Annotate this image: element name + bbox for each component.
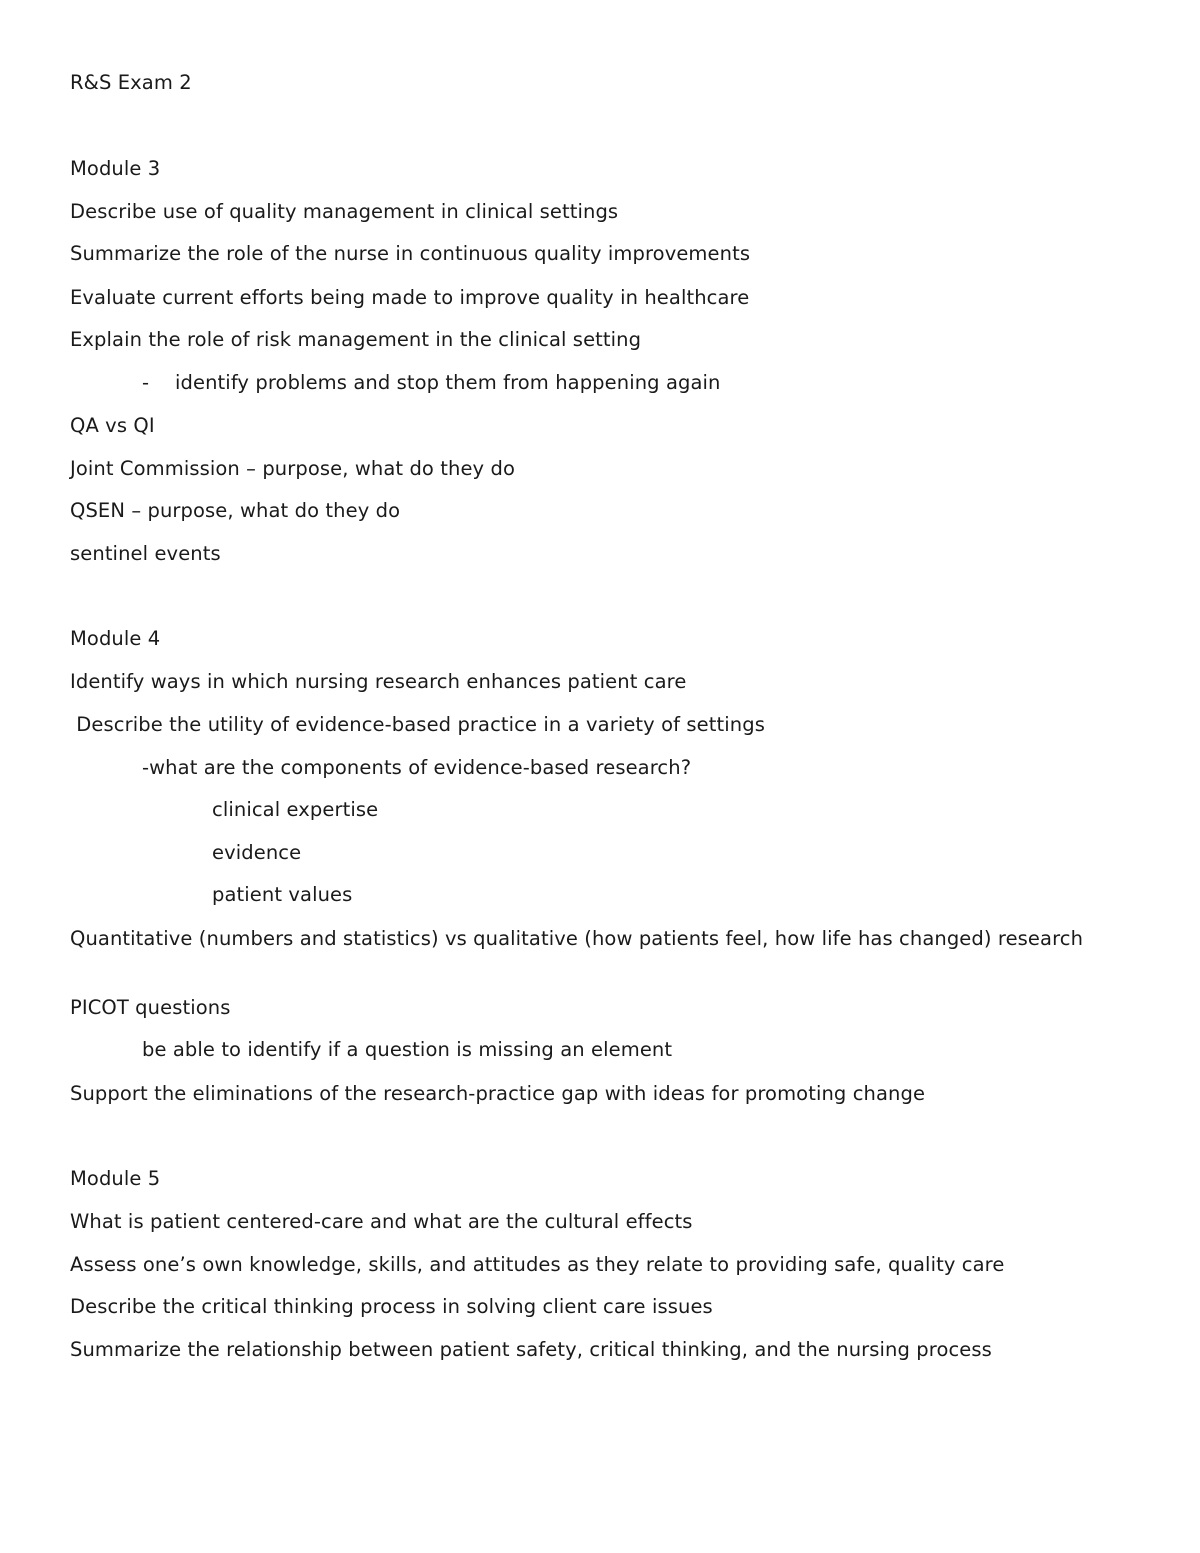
- module5-heading: Module 5: [70, 1167, 161, 1190]
- module3-item: Explain the role of risk management in the clinical setting: [70, 328, 642, 351]
- module5-item: What is patient centered-care and what are the cultural effects: [70, 1210, 693, 1233]
- module4-item: Describe the utility of evidence-based practice in a variety of settings: [70, 713, 765, 736]
- sub-bullet-text: identify problems and stop them from happening again: [175, 371, 721, 394]
- module3-item: Joint Commission – purpose, what do they do: [70, 457, 516, 480]
- picot-heading: PICOT questions: [70, 996, 231, 1019]
- quant-vs-qual: Quantitative (numbers and statistics) vs qualitative (how patients feel, how life has changed) research: [70, 927, 1084, 950]
- module3-item: Describe use of quality management in clinical settings: [70, 200, 619, 223]
- dash-bullet: -: [142, 371, 150, 394]
- document-title: R&S Exam 2: [70, 71, 192, 94]
- module3-item: Evaluate current efforts being made to improve quality in healthcare: [70, 286, 750, 309]
- research-gap-item: Support the eliminations of the research-practice gap with ideas for promoting change: [70, 1082, 926, 1105]
- component-item: patient values: [212, 883, 353, 906]
- module4-components-question: -what are the components of evidence-based research?: [142, 756, 692, 779]
- picot-sub: be able to identify if a question is missing an element: [142, 1038, 673, 1061]
- module5-item: Summarize the relationship between patient safety, critical thinking, and the nursing process: [70, 1338, 992, 1361]
- module5-item: Describe the critical thinking process in solving client care issues: [70, 1295, 713, 1318]
- module4-item: Identify ways in which nursing research enhances patient care: [70, 670, 687, 693]
- module3-item: Summarize the role of the nurse in continuous quality improvements: [70, 242, 751, 265]
- module3-sub-bullet: [142, 369, 721, 396]
- module4-heading: Module 4: [70, 627, 161, 650]
- component-item: clinical expertise: [212, 798, 379, 821]
- component-item: evidence: [212, 841, 302, 864]
- module3-item: QSEN – purpose, what do they do: [70, 499, 401, 522]
- module3-heading: Module 3: [70, 157, 161, 180]
- module3-item: sentinel events: [70, 542, 221, 565]
- module5-item: Assess one’s own knowledge, skills, and attitudes as they relate to providing safe, quality care: [70, 1253, 1005, 1276]
- module3-item: QA vs QI: [70, 414, 155, 437]
